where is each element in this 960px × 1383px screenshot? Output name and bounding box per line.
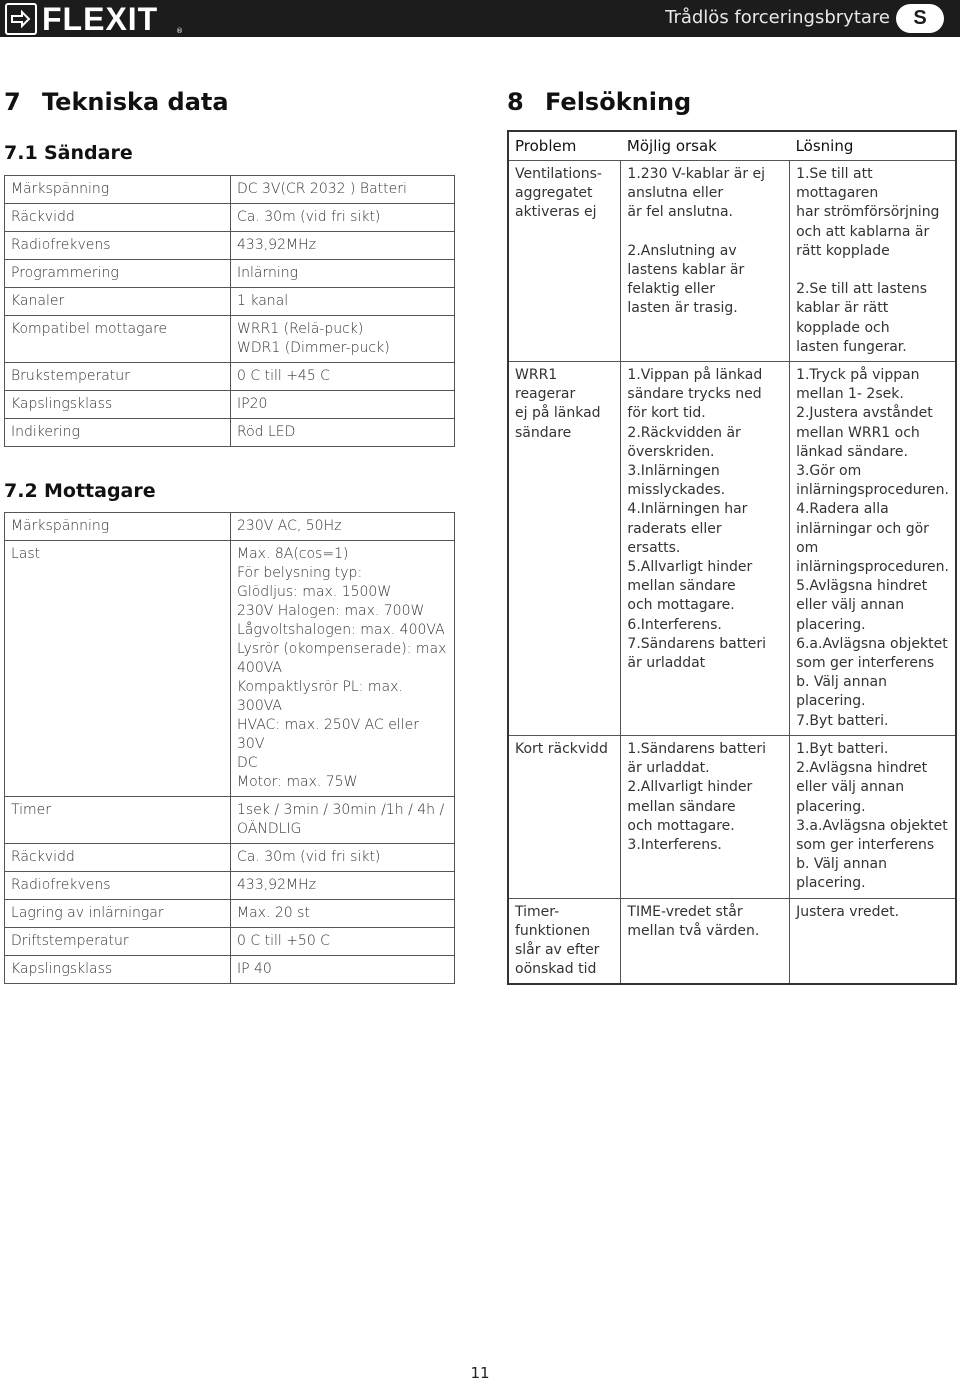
solution-cell: 1.Byt batteri. 2.Avlägsna hindret eller välj annan placering. 3.a.Avlägsna objektet som ger interferens b. Välj annan placering. (790, 735, 956, 898)
header-problem: Problem (508, 131, 621, 161)
receiver-value: IP 40 (231, 956, 455, 984)
sender-row (5, 391, 455, 419)
receiver-row (5, 928, 455, 956)
troubleshooting-header-row (508, 131, 956, 161)
receiver-value: Ca. 30m (vid fri sikt) (231, 844, 455, 872)
receiver-label: Driftstemperatur (5, 928, 231, 956)
receiver-label: Märkspänning (5, 513, 231, 541)
solution-cell: 1.Tryck på vippan mellan 1- 2sek. 2.Justera avståndet mellan WRR1 och länkad sändare. 3.Gör om inlärningsproceduren. 4.Radera alla inlärningar och gör om inlärningsproceduren. 5.Avlägsna hindret eller välj annan placering. 6.a.Avlägsna objektet som ger interferens b. Välj annan placering. 7.Byt batteri. (790, 362, 956, 736)
sender-value: 1 kanal (231, 288, 455, 316)
troubleshooting-row (508, 161, 956, 362)
receiver-value: 1sek / 3min / 30min /1h / 4h / OÄNDLIG (231, 797, 455, 844)
flexit-logo-icon (5, 3, 37, 35)
page-number: 11 (470, 1364, 490, 1382)
section-7-1-title: Sändare (44, 142, 133, 164)
sender-label: Programmering (5, 260, 231, 288)
sender-row (5, 176, 455, 204)
sender-row (5, 204, 455, 232)
sender-value: Röd LED (231, 419, 455, 447)
receiver-label: Timer (5, 797, 231, 844)
section-7-2-heading (4, 480, 156, 502)
section-7-1-heading (4, 142, 133, 164)
problem-cell: Ventilations- aggregatet aktiveras ej (508, 161, 621, 362)
receiver-value: 0 C till +50 C (231, 928, 455, 956)
sender-spec-table (4, 175, 455, 447)
receiver-row (5, 872, 455, 900)
solution-cell: 1.Se till att mottagaren har strömförsörjning och att kablarna är rätt kopplade 2.Se till att lastens kablar är rätt kopplade och lasten fungerar. (790, 161, 956, 362)
troubleshooting-table (507, 130, 957, 985)
sender-value: 433,92MHz (231, 232, 455, 260)
cause-cell: 1.Vippan på länkad sändare trycks ned för kort tid. 2.Räckvidden är överskriden. 3.Inlärningen misslyckades. 4.Inlärningen har raderats eller ersatts. 5.Allvarligt hinder mellan sändare och mottagare. 6.Interferens. 7.Sändarens batteri är urladdat (621, 362, 790, 736)
sender-row (5, 260, 455, 288)
receiver-spec-table (4, 512, 455, 984)
receiver-label: Lagring av inlärningar (5, 900, 231, 928)
sender-label: Kompatibel mottagare (5, 316, 231, 363)
receiver-row (5, 541, 455, 797)
troubleshooting-row (508, 898, 956, 984)
section-7-heading (4, 88, 229, 116)
sender-label: Indikering (5, 419, 231, 447)
sender-label: Kapslingsklass (5, 391, 231, 419)
receiver-label: Kapslingsklass (5, 956, 231, 984)
receiver-value: Max. 20 st (231, 900, 455, 928)
receiver-label: Radiofrekvens (5, 872, 231, 900)
cause-cell: TIME-vredet står mellan två värden. (621, 898, 790, 984)
section-8-number: 8 (507, 88, 524, 116)
receiver-label: Räckvidd (5, 844, 231, 872)
problem-cell: Timer- funktionen slår av efter oönskad tid (508, 898, 621, 984)
registered-mark: ® (176, 27, 183, 35)
sender-row (5, 419, 455, 447)
troubleshooting-row (508, 735, 956, 898)
sender-value: DC 3V(CR 2032 ) Batteri (231, 176, 455, 204)
sender-label: Radiofrekvens (5, 232, 231, 260)
receiver-label: Last (5, 541, 231, 797)
receiver-value: Max. 8A(cos=1) För belysning typ: Glödljus: max. 1500W 230V Halogen: max. 700W Lågvoltshalogen: max. 400VA Lysrör (okompenserade): max 400VA Kompaktlysrör PL: max. 300VA HVAC: max. 250V AC eller 30V DC Motor: max. 75W (231, 541, 455, 797)
sender-value: WRR1 (Relä-puck) WDR1 (Dimmer-puck) (231, 316, 455, 363)
sender-row (5, 316, 455, 363)
document-title: Trådlös forceringsbrytare (665, 7, 890, 28)
sender-value: Inlärning (231, 260, 455, 288)
sender-label: Kanaler (5, 288, 231, 316)
sender-value: Ca. 30m (vid fri sikt) (231, 204, 455, 232)
sender-label: Märkspänning (5, 176, 231, 204)
section-7-number: 7 (4, 88, 21, 116)
receiver-row (5, 844, 455, 872)
sender-row (5, 288, 455, 316)
sender-value: 0 C till +45 C (231, 363, 455, 391)
cause-cell: 1.Sändarens batteri är urladdat. 2.Allvarligt hinder mellan sändare och mottagare. 3.Interferens. (621, 735, 790, 898)
section-8-title: Felsökning (545, 88, 692, 116)
receiver-row (5, 797, 455, 844)
sender-label: Brukstemperatur (5, 363, 231, 391)
section-7-2-title: Mottagare (44, 480, 156, 502)
receiver-row (5, 513, 455, 541)
header-bar (0, 0, 960, 37)
solution-cell: Justera vredet. (790, 898, 956, 984)
sender-row (5, 363, 455, 391)
section-7-2-number: 7.2 (4, 480, 38, 502)
language-badge: S (896, 4, 944, 33)
sender-label: Räckvidd (5, 204, 231, 232)
section-7-1-number: 7.1 (4, 142, 38, 164)
section-7-title: Tekniska data (42, 88, 229, 116)
sender-value: IP20 (231, 391, 455, 419)
troubleshooting-row (508, 362, 956, 736)
receiver-value: 433,92MHz (231, 872, 455, 900)
problem-cell: WRR1 reagerar ej på länkad sändare (508, 362, 621, 736)
receiver-row (5, 900, 455, 928)
cause-cell: 1.230 V-kablar är ej anslutna eller är fel anslutna. 2.Anslutning av lastens kablar är felaktig eller lasten är trasig. (621, 161, 790, 362)
header-cause: Möjlig orsak (621, 131, 790, 161)
receiver-value: 230V AC, 50Hz (231, 513, 455, 541)
problem-cell: Kort räckvidd (508, 735, 621, 898)
receiver-row (5, 956, 455, 984)
section-8-heading (507, 88, 691, 116)
sender-row (5, 232, 455, 260)
brand-logo-text: FLEXIT (42, 1, 159, 37)
header-solution: Lösning (790, 131, 956, 161)
